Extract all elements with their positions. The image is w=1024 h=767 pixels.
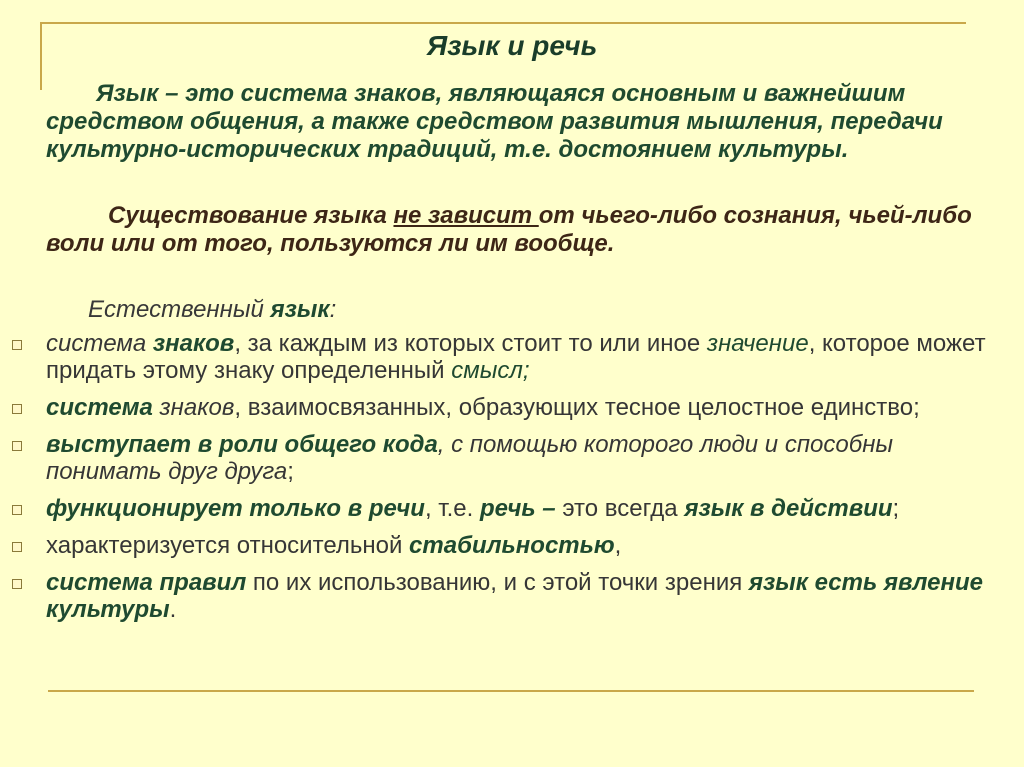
list-item: характеризуется относительной стабильностью, xyxy=(0,532,1000,559)
definition-paragraph: Язык – это система знаков, являющаяся основным и важнейшим средством общения, а также средством развития мышления, передачи культурно-исторических традиций, т.е. достоянием культуры. xyxy=(46,80,943,163)
top-divider xyxy=(40,22,966,24)
square-bullet-icon xyxy=(12,542,22,552)
square-bullet-icon xyxy=(12,441,22,451)
properties-list xyxy=(0,330,1000,633)
slide-title: Язык и речь xyxy=(426,30,598,61)
square-bullet-icon xyxy=(12,579,22,589)
list-item: система правил по их использованию, и с этой точки зрения язык есть явление культуры. xyxy=(0,569,1000,623)
square-bullet-icon xyxy=(12,404,22,414)
bottom-divider xyxy=(48,690,974,692)
list-item: система знаков, за каждым из которых стоит то или иное значение, которое может придать этому знаку определенный смысл; xyxy=(0,330,1000,384)
list-item: функционирует только в речи, т.е. речь – это всегда язык в действии; xyxy=(0,495,1000,522)
list-item: выступает в роли общего кода, с помощью которого люди и способны понимать друг друга; xyxy=(0,431,1000,485)
natural-language-heading: Естественный язык: xyxy=(88,296,337,323)
existence-paragraph: Существование языка не зависит от чьего-либо сознания, чьей-либо воли или от того, пользуются ли им вообще. xyxy=(46,202,972,257)
square-bullet-icon xyxy=(12,340,22,350)
underlined-phrase: не зависит xyxy=(393,202,539,229)
square-bullet-icon xyxy=(12,505,22,515)
list-item: система знаков, взаимосвязанных, образующих тесное целостное единство; xyxy=(0,394,1000,421)
